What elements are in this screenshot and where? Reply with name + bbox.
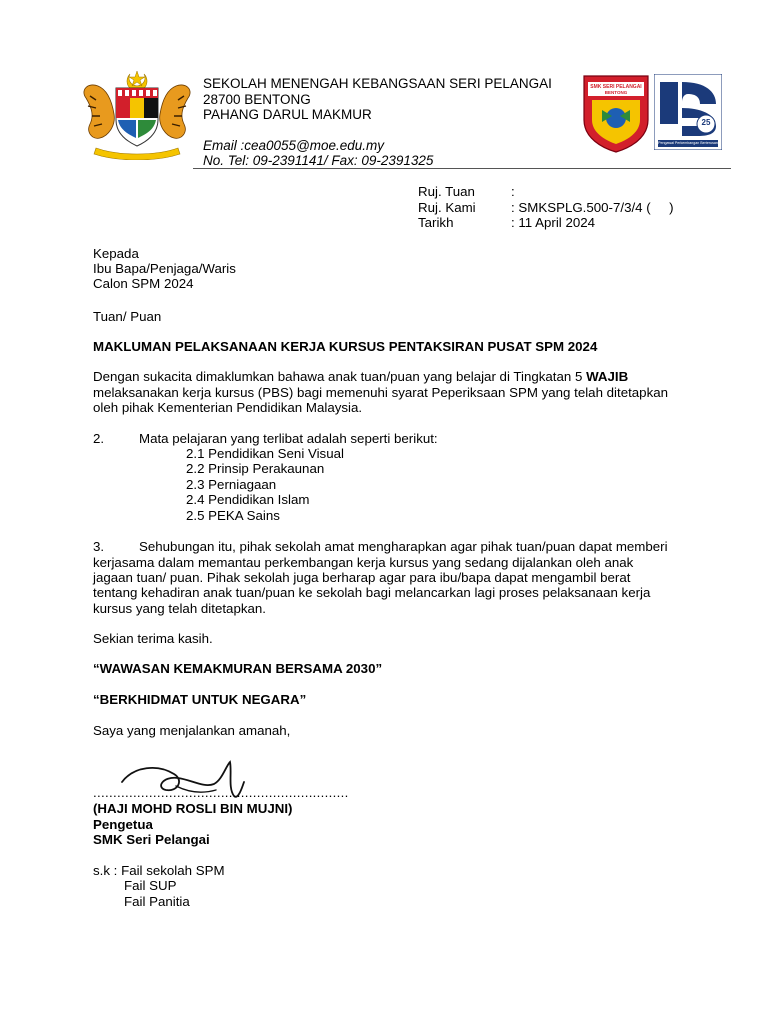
para2-intro: Mata pelajaran yang terlibat adalah seperti berikut: bbox=[139, 431, 438, 446]
ruj-tuan-value: : bbox=[511, 184, 515, 199]
motto-wawasan: “WAWASAN KEMAKMURAN BERSAMA 2030” bbox=[93, 661, 383, 676]
school-badge-town: BENTONG bbox=[604, 90, 628, 95]
signatory-title: Pengetua bbox=[93, 817, 153, 832]
school-email: Email :cea0055@moe.edu.my bbox=[203, 138, 385, 153]
kpm-number: 25 bbox=[701, 118, 711, 127]
recipient-line-2: Ibu Bapa/Penjaga/Waris bbox=[93, 261, 236, 276]
para1-line-1 bbox=[93, 369, 628, 385]
school-state: PAHANG DARUL MAKMUR bbox=[203, 107, 372, 122]
tarikh-label: Tarikh bbox=[418, 215, 454, 230]
coat-of-arms-logo bbox=[78, 68, 196, 160]
salutation: Tuan/ Puan bbox=[93, 309, 162, 324]
copies-item: Fail Panitia bbox=[124, 894, 190, 909]
para1-line-3: oleh pihak Kementerian Pendidikan Malaysia. bbox=[93, 400, 363, 415]
header-divider bbox=[193, 168, 731, 169]
subject-item: 2.2 Prinsip Perakaunan bbox=[186, 461, 325, 476]
ruj-kami-label: Ruj. Kami bbox=[418, 200, 476, 215]
school-postcode-city: 28700 BENTONG bbox=[203, 92, 311, 107]
subject-item: 2.1 Pendidikan Seni Visual bbox=[186, 446, 344, 461]
sign-off: Saya yang menjalankan amanah, bbox=[93, 723, 291, 738]
tarikh-value: : 11 April 2024 bbox=[511, 215, 596, 230]
school-phone: No. Tel: 09-2391141/ Fax: 09-2391325 bbox=[203, 153, 434, 168]
signatory-school: SMK Seri Pelangai bbox=[93, 832, 210, 847]
recipient-line-3: Calon SPM 2024 bbox=[93, 276, 194, 291]
para3-line-5: kursus yang telah ditetapkan. bbox=[93, 601, 266, 616]
school-name: SEKOLAH MENENGAH KEBANGSAAN SERI PELANGAI bbox=[203, 76, 552, 91]
school-badge-logo bbox=[582, 74, 650, 154]
kpm-25-logo bbox=[654, 74, 722, 150]
para1-emphasis: WAJIB bbox=[586, 369, 629, 384]
kpm-caption: Pengawai Perkembangan Berterusan bbox=[658, 141, 718, 145]
para1-line-1-text: Dengan sukacita dimaklumkan bahawa anak tuan/puan yang belajar di Tingkatan 5 bbox=[93, 369, 587, 384]
ruj-tuan-label: Ruj. Tuan bbox=[418, 184, 475, 199]
school-badge-name: SMK SERI PELANGAI bbox=[590, 84, 642, 90]
para2-number: 2. bbox=[93, 431, 105, 446]
copies-item: Fail SUP bbox=[124, 878, 177, 893]
para1-line-2: melaksanakan kerja kursus (PBS) bagi memenuhi syarat Peperiksaan SPM yang telah ditetapkan bbox=[93, 385, 669, 400]
para3-number: 3. bbox=[93, 539, 105, 554]
subject-item: 2.4 Pendidikan Islam bbox=[186, 492, 310, 507]
motto-berkhidmat: “BERKHIDMAT UNTUK NEGARA” bbox=[93, 692, 307, 707]
letter-subject: MAKLUMAN PELAKSANAAN KERJA KURSUS PENTAKSIRAN PUSAT SPM 2024 bbox=[93, 339, 598, 354]
para3-line-2: kerjasama dalam memantau perkembangan kerja kursus yang sedang dijalankan oleh anak bbox=[93, 555, 634, 570]
ruj-kami-value: : SMKSPLG.500-7/3/4 ( ) bbox=[511, 200, 674, 215]
signature-dots: ................................................................ bbox=[93, 785, 349, 800]
para3-line-3: jagaan tuan/ puan. Pihak sekolah juga berharap agar para ibu/bapa dapat mengambil berat bbox=[93, 570, 631, 585]
para3-line-1: Sehubungan itu, pihak sekolah amat mengharapkan agar pihak tuan/puan dapat memberi bbox=[139, 539, 668, 554]
signatory-name: (HAJI MOHD ROSLI BIN MUJNI) bbox=[93, 801, 293, 816]
subject-item: 2.5 PEKA Sains bbox=[186, 508, 280, 523]
recipient-line-1: Kepada bbox=[93, 246, 139, 261]
para3-line-4: tentang kehadiran anak tuan/puan ke sekolah bagi melancarkan lagi proses pelaksanaan kerja bbox=[93, 585, 651, 600]
copies-label: s.k : Fail sekolah SPM bbox=[93, 863, 225, 878]
closing: Sekian terima kasih. bbox=[93, 631, 213, 646]
subject-item: 2.3 Perniagaan bbox=[186, 477, 277, 492]
